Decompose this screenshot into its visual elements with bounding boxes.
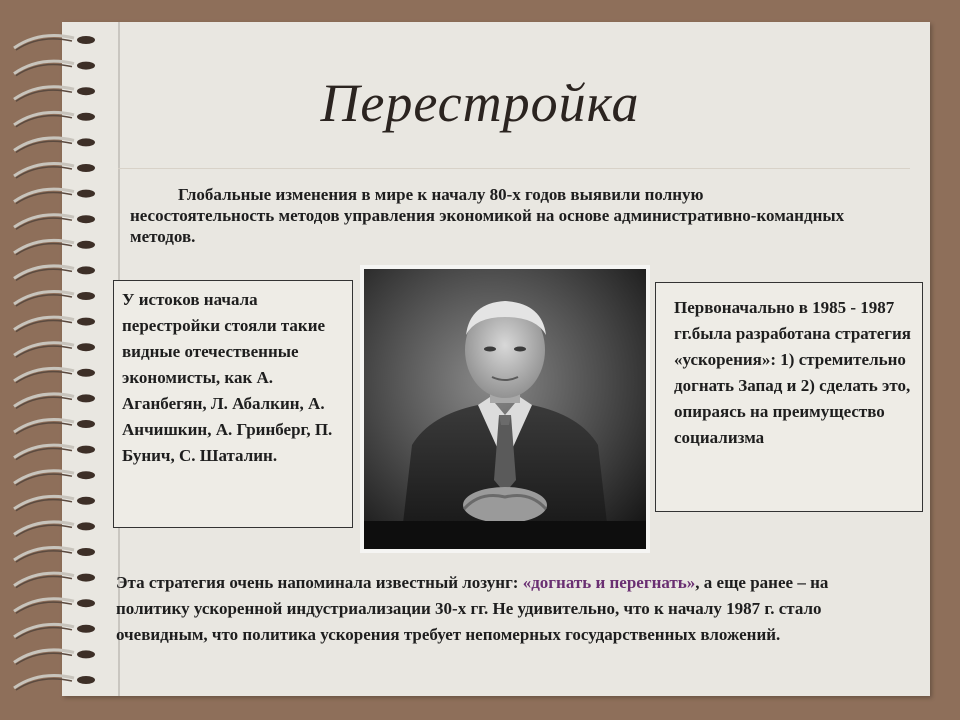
economists-text: У истоков начала перестройки стояли такие видные отечественные экономисты, как А. Аганбегян, Л. Абалкин, А. Анчишкин, А. Гринберг, П. Бунич, С. Шаталин.	[122, 290, 333, 465]
title-divider	[118, 168, 910, 169]
economists-box	[113, 280, 353, 528]
slide-title: Перестройка	[320, 73, 640, 133]
bottom-text-before: Эта стратегия очень напоминала известный лозунг:	[116, 573, 523, 592]
portrait-photo	[360, 265, 650, 553]
bottom-text-after: , а еще ранее – на политику ускоренной индустриализации 30-х гг. Не удивительно, что к началу 1987 г. стало очевидным, что политика ускорения требует непомерных государственных вложений.	[116, 573, 829, 644]
intro-paragraph: Глобальные изменения в мире к началу 80-х годов выявили полную несостоятельность методов управления экономикой на основе административно-командных методов.	[130, 185, 845, 246]
strategy-text: Первоначально в 1985 - 1987 гг.была разработана стратегия «ускорения»: 1) стремительно догнать Запад и 2) сделать это, опираясь на преимущество социализма	[674, 298, 911, 447]
strategy-box	[655, 282, 923, 512]
slogan-text: «догнать и перегнать»	[522, 573, 696, 592]
bottom-paragraph	[116, 570, 896, 648]
